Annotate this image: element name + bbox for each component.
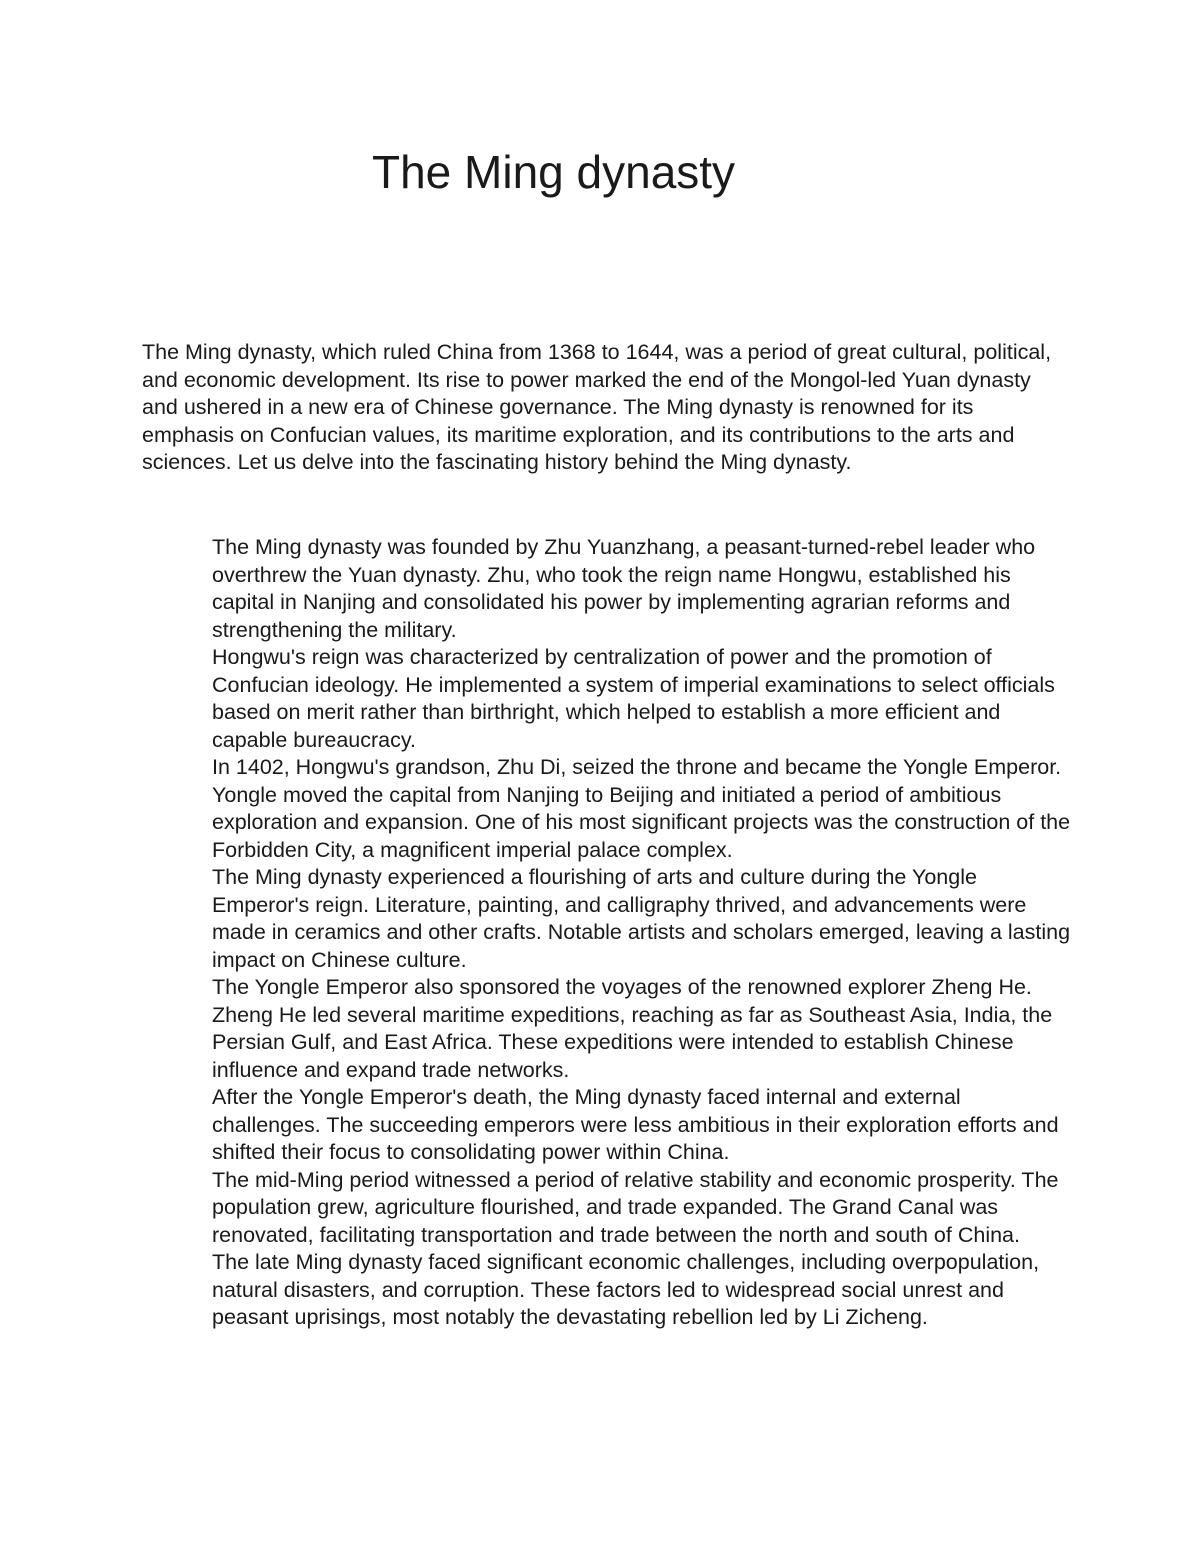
- paragraph-hongwu-reign: Hongwu's reign was characterized by centralization of power and the promotion of Confucian ideology. He implemented a system of imperial examinations to select officials based on merit rather than birthright, which helped to establish a more efficient and capable bureaucracy.: [212, 645, 1055, 752]
- history-paragraph-list: [212, 534, 1072, 1332]
- paragraph-founding: The Ming dynasty was founded by Zhu Yuanzhang, a peasant-turned-rebel leader who overthrew the Yuan dynasty. Zhu, who took the reign name Hongwu, established his capital in Nanjing and consolidated his power by implementing agrarian reforms and strengthening the military.: [212, 535, 1036, 642]
- paragraph-yongle-emperor: In 1402, Hongwu's grandson, Zhu Di, seized the throne and became the Yongle Emperor. Yongle moved the capital from Nanjing to Beijing and initiated a period of ambitious exploration and expansion. One of his most significant projects was the construction of the Forbidden City, a magnificent imperial palace complex.: [212, 755, 1071, 862]
- paragraph-late-ming: The late Ming dynasty faced significant economic challenges, including overpopulation, natural disasters, and corruption. These factors led to widespread social unrest and peasant uprisings, most notably the devastating rebellion led by Li Zicheng.: [212, 1250, 1040, 1329]
- page-title: The Ming dynasty: [372, 146, 736, 198]
- paragraph-zheng-he: The Yongle Emperor also sponsored the voyages of the renowned explorer Zheng He. Zheng He led several maritime expeditions, reaching as far as Southeast Asia, India, the Persian Gulf, and East Africa. These expeditions were intended to establish Chinese influence and expand trade networks.: [212, 975, 1053, 1082]
- paragraph-mid-ming: The mid-Ming period witnessed a period of relative stability and economic prosperity. The population grew, agriculture flourished, and trade expanded. The Grand Canal was renovated, facilitating transportation and trade between the north and south of China.: [212, 1167, 1059, 1247]
- paragraph-arts-culture: The Ming dynasty experienced a flourishing of arts and culture during the Yongle Emperor's reign. Literature, painting, and calligraphy thrived, and advancements were made in ceramics and other crafts. Notable artists and scholars emerged, leaving a lasting impact on Chinese culture.: [212, 865, 1071, 972]
- intro-paragraph: The Ming dynasty, which ruled China from 1368 to 1644, was a period of great cultural, political, and economic development. Its rise to power marked the end of the Mongol-led Yuan dynasty and ushered in a new era of Chinese governance. The Ming dynasty is renowned for its emphasis on Confucian values, its maritime exploration, and its contributions to the arts and sciences. Let us delve into the fascinating history behind the Ming dynasty.: [142, 340, 1052, 474]
- paragraph-challenges: After the Yongle Emperor's death, the Ming dynasty faced internal and external challenges. The succeeding emperors were less ambitious in their exploration efforts and shifted their focus to consolidating power within China.: [212, 1085, 1059, 1164]
